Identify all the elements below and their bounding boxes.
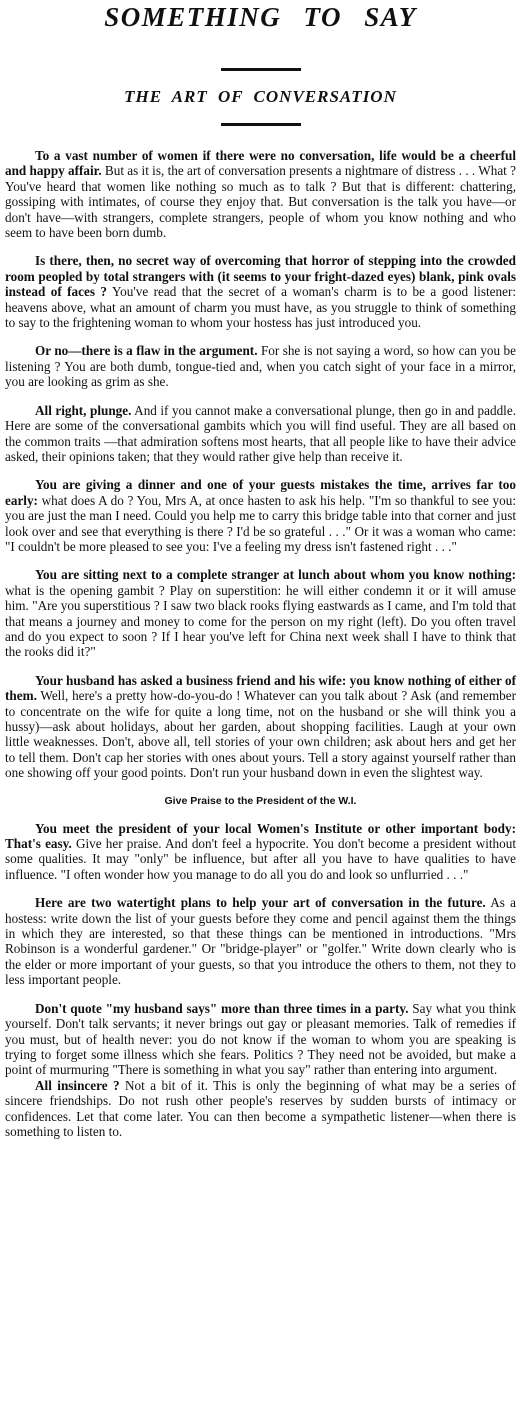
paragraph-4: All right, plunge. And if you cannot make a conversational plunge, then go in and paddle. Here are some of the conversational gambits which you will find useful. They are all based on the common traits —that admiration softens most hearts, that all people like to have their advice asked, their opinions taken; that they would rather give help than receive it. bbox=[5, 402, 517, 464]
subtitle-divider bbox=[221, 123, 301, 126]
paragraph-10: Don't quote "my husband says" more than three times in a party. Say what you think yourself. Don't talk servants; it never brings out gay or pleasant memories. Talk of remedies if you must, but of health never: you do not know if the woman to whom you are speaking is trying to forget some illness which she fears. Politics ? They need not be avoided, but make a point of murmuring "There is something in what you say" rather than entering into argument. bbox=[5, 1000, 516, 1078]
title-divider bbox=[221, 68, 301, 71]
paragraph-3: Or no—there is a flaw in the argument. For she is not saying a word, so how can you be listening ? You are both dumb, tongue-tied and, when you catch sight of your face in a mirror, you are looking as grim as she. bbox=[5, 343, 516, 390]
article-title: SOMETHING TO SAY bbox=[104, 2, 417, 32]
article-subtitle: THE ART OF CONVERSATION bbox=[124, 87, 397, 106]
paragraph-11: All insincere ? Not a bit of it. This is only the beginning of what may be a series of sincere friendships. Do not rush other people's reserves by sudden bursts of intimacy or confidences. Let that come later. You can then become a sympathetic listener—when there is something to listen to. bbox=[5, 1077, 516, 1139]
paragraph-7: Your husband has asked a business friend and his wife: you know nothing of either of them. Well, here's a pretty how-do-you-do ! Whatever can you talk about ? Ask (and remember to concentrate on the wife for quite a long time, not on the husband or she will think you a hussy)—ask about holidays, about her garden, about shopping facilities. Laugh at your own little weaknesses. Don't, above all, tell stories of your own children; ask about hers and get her to tell them. Don't cap her stories with ones about yours. Tell a story against yourself rather than one showing off your good points. Don't run your husband down in even the slightest way. bbox=[5, 672, 516, 781]
section-subheading: Give Praise to the President of the W.I. bbox=[164, 794, 357, 807]
paragraph-9: Here are two watertight plans to help your art of conversation in the future. As a hostess: write down the list of your guests before they come and pencil against them the things in which they are interested, so that these things can be mentioned in introductions. "Mrs Robinson is a wonderful gardener." Or "bridge-player" or "golfer." Write down clearly who is the elder or more important of your guests, so that you introduce the others to them, not they to less important people. bbox=[5, 895, 517, 988]
paragraph-6: You are sitting next to a complete stranger at lunch about whom you know nothing: what is the opening gambit ? Play on superstition: he will either condemn it or it will amuse him. "Are you superstitious ? I saw two black rooks flying eastwards as I came, and I'm told that that means a journey and money to come for the person on my right (left). Do you often travel and do you expect to soon ? If I hear you've left for China next week shall I have to think that the rooks did it?" bbox=[5, 567, 516, 660]
paragraph-1: To a vast number of women if there were no conversation, life would be a cheerful and happy affair. But as it is, the art of conversation presents a nightmare of distress . . . What ? You've heard that women like nothing so much as to talk ? But that is different: chattering, gossiping with intimates, of course they enjoy that. But conversation is the talk you have—or don't have—with strangers, complete strangers, people of whom you know nothing and who seem to have been born dumb. bbox=[5, 148, 516, 241]
paragraph-8: You meet the president of your local Women's Institute or other important body: That's easy. Give her praise. And don't feel a hypocrite. You don't become a president without some qualities. It may "only" be influence, but after all you have to have qualities to have influence. "I often wonder how you manage to do all you do and look so unflurried . . ." bbox=[5, 820, 516, 882]
paragraph-5: You are giving a dinner and one of your guests mistakes the time, arrives far too early: what does A do ? You, Mrs A, at once hasten to ask his help. "I'm so thankful to see you: you are just the man I need. Could you help me to carry this bridge table into that corner and just look over and see that everything is there ? I'd be so grateful . . ." Or it was a woman who came: "I couldn't be more pleased to see you: I've a feeling my dress isn't fastened right . . ." bbox=[5, 477, 516, 554]
article-body bbox=[5, 148, 516, 1139]
paragraph-2: Is there, then, no secret way of overcoming that horror of stepping into the crowded room peopled by total strangers with (it seems to your fright-dazed eyes) blank, pink ovals instead of faces ? You've read that the secret of a woman's charm is to be a good listener: heavens above, what an amount of charm you must have, as you struggle to think of something to say to the frightening woman to whom your hostess has just introduced you. bbox=[5, 253, 516, 331]
